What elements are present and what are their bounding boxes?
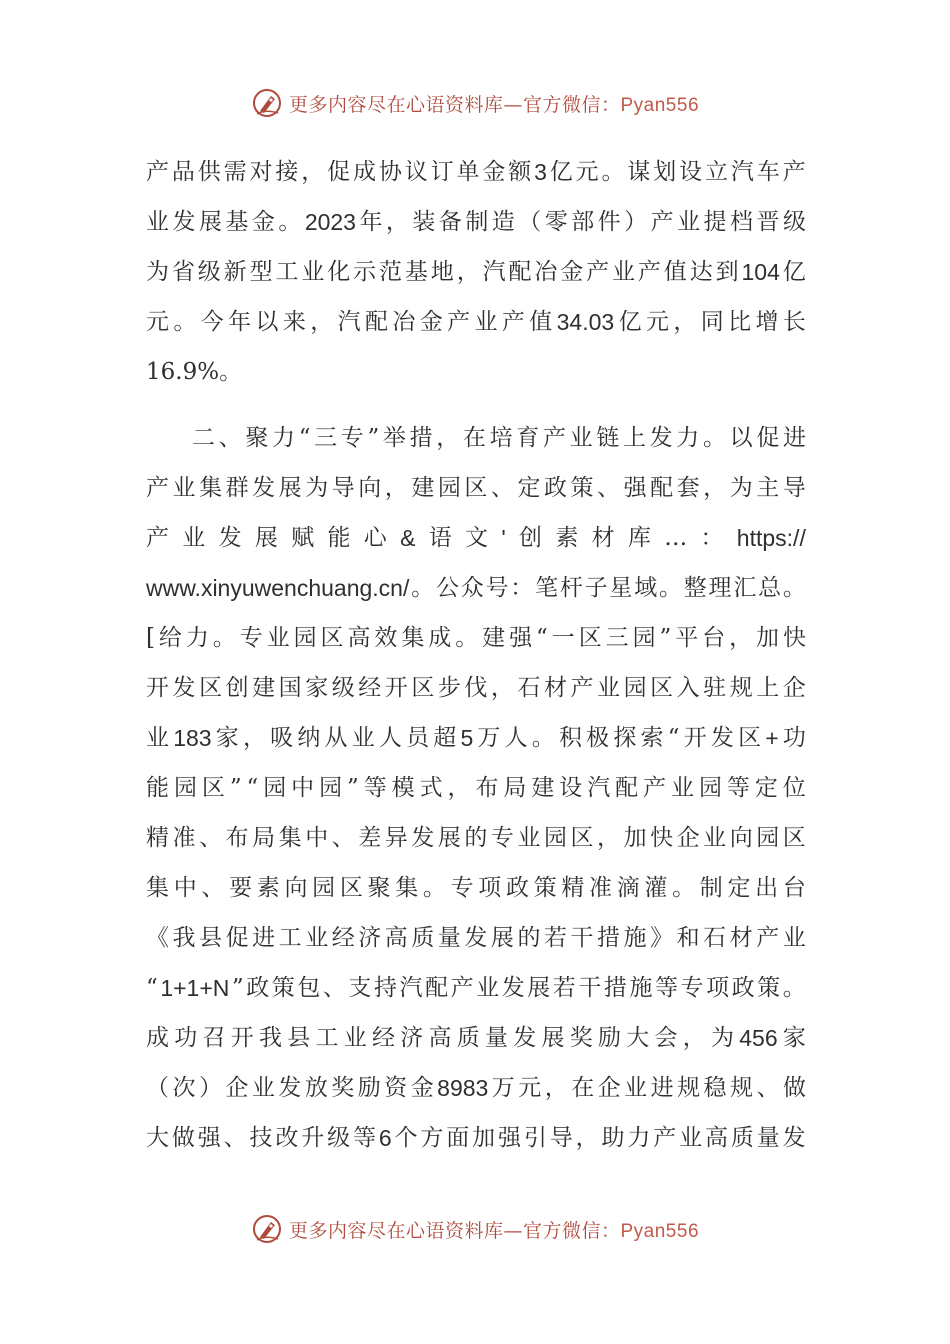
text-line: 16.9%。 [146,359,243,385]
text-line: 精 准 、 布 局 集 中 、 差 异 发 展 的 专 业 园 区 ， 加 快 企 业 向 园 区 [146,825,806,851]
text-line: 二 、 聚 力 “ 三 专 ” 举 措 ， 在 培 育 产 业 链 上 发 力 。 以 促 进 [192,425,806,451]
wechat-id: Pyan556 [620,94,700,116]
text-line: 集 中 、 要 素 向 园 区 聚 集 。 专 项 政 策 精 准 滴 灌 。 制 定 出 台 [146,875,806,901]
pen-nib-logo-icon [251,1213,283,1245]
text-line: 大 做 强 、 技 改 升 级 等 6 个 方 面 加 强 引 导 ， 助 力 产 业 高 质 量 发 [146,1125,806,1151]
header-banner [0,86,950,120]
text-line: 为 省 级 新 型 工 业 化 示 范 基 地 ， 汽 配 冶 金 产 业 产 值 达 到 104 亿 [146,259,806,285]
text-line: www.xinyuwenchuang.cn/ 。 公 众 号 ： 笔 杆 子 星 域 。 整 理 汇 总 。 [146,575,806,601]
text-line: “ 1+1+N ” 政 策 包 、 支 持 汽 配 产 业 发 展 若 干 措 施 等 专 项 政 策 。 [146,975,806,1001]
paragraph-2 [146,413,806,1163]
text-line: 元 。 今 年 以 来 ， 汽 配 冶 金 产 业 产 值 34.03 亿 元 ， 同 比 增 长 [146,309,806,335]
footer-banner [0,1212,950,1246]
text-line: 成 功 召 开 我 县 工 业 经 济 高 质 量 发 展 奖 励 大 会 ， 为 456 家 [146,1025,806,1051]
text-line: 能 园 区 ” “ 园 中 园 ” 等 模 式 ， 布 局 建 设 汽 配 产 业 园 等 定 位 [146,775,806,801]
text-line: 《 我 县 促 进 工 业 经 济 高 质 量 发 展 的 若 干 措 施 》 和 石 材 产 业 [146,925,806,951]
wechat-id: Pyan556 [620,1220,700,1242]
text-line: 业 发 展 基 金 。 2023 年 ， 装 备 制 造 （ 零 部 件 ） 产 业 提 档 晋 级 [146,209,806,235]
pen-nib-logo-icon [251,87,283,119]
text-line: 产 品 供 需 对 接 ， 促 成 协 议 订 单 金 额 3 亿 元 。 谋 划 设 立 汽 车 产 [146,159,806,185]
text-line: 业 183 家 ， 吸 纳 从 业 人 员 超 5 万 人 。 积 极 探 索 “ 开 发 区 + 功 [146,725,806,751]
text-line: （ 次 ） 企 业 发 放 奖 励 资 金 8983 万 元 ， 在 企 业 进 规 稳 规 、 做 [146,1075,806,1101]
text-line: 开 发 区 创 建 国 家 级 经 开 区 步 伐 ， 石 材 产 业 园 区 入 驻 规 上 企 [146,675,806,701]
text-line: 产 业 发 展 赋 能 心 & 语 文 ' 创 素 材 库 … ： https:// [146,525,806,551]
banner-text: 更多内容尽在心语资料库—官方微信：Pyan556 [288,1219,700,1242]
document-body [146,147,806,1163]
text-line: [ 给 力 。 专 业 园 区 高 效 集 成 。 建 强 “ 一 区 三 园 ” 平 台 ， 加 快 [146,625,806,651]
banner-text: 更多内容尽在心语资料库—官方微信：Pyan556 [288,93,700,116]
text-line: 产 业 集 群 发 展 为 导 向 ， 建 园 区 、 定 政 策 、 强 配 套 ， 为 主 导 [146,475,806,501]
paragraph-1 [146,147,806,397]
